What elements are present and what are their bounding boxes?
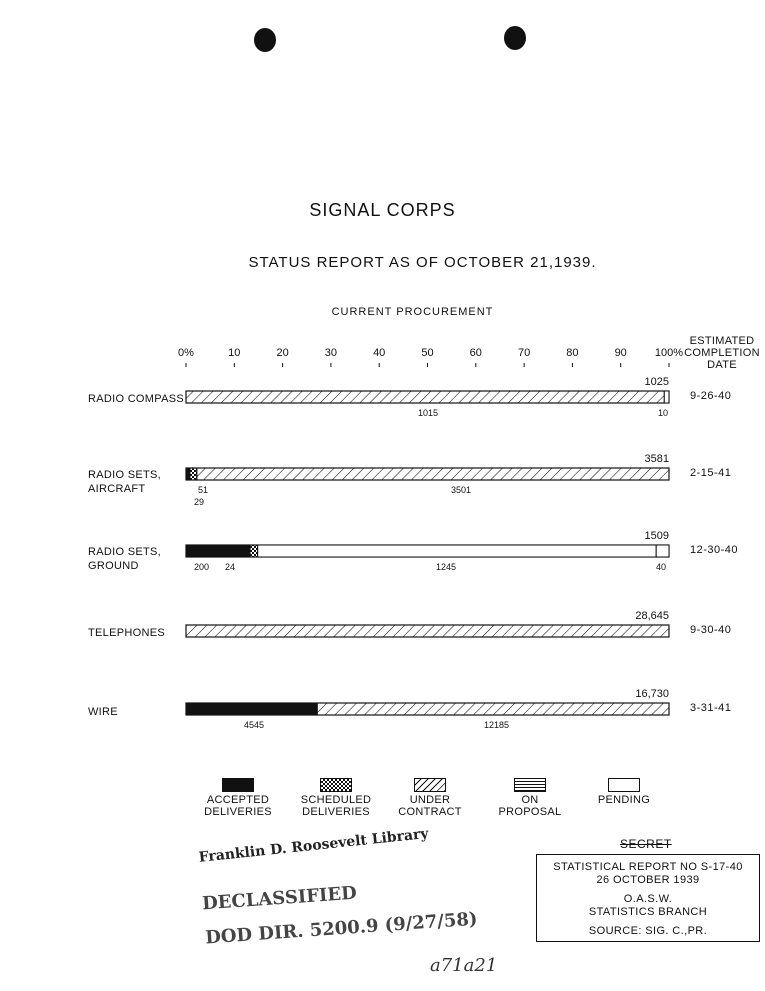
bar-total-label: 1025 [644, 376, 669, 388]
library-stamp: Franklin D. Roosevelt Library [198, 825, 430, 866]
legend-swatch-accepted [222, 778, 254, 792]
category-label [88, 626, 165, 640]
legend-label: UNDER [409, 794, 451, 806]
category-label-line: RADIO SETS, [88, 469, 161, 481]
completion-date: 3-31-41 [690, 702, 732, 714]
office-name: O.A.S.W. [623, 893, 673, 905]
category-label [88, 705, 118, 719]
report-date: 26 OCTOBER 1939 [596, 874, 700, 886]
legend-label: CONTRACT [398, 806, 462, 818]
branch-name: STATISTICS BRANCH [588, 906, 708, 918]
completion-date-header-line: DATE [707, 359, 737, 371]
legend-label: PROPOSAL [498, 806, 562, 818]
x-tick-label: 100% [654, 347, 684, 359]
completion-date: 9-26-40 [690, 390, 732, 402]
bar-segment-value: 29 [194, 497, 205, 507]
declassified-authority-stamp: DOD DIR. 5200.9 (9/27/58) [204, 908, 479, 949]
x-tick-label: 90 [614, 347, 627, 359]
legend-label: DELIVERIES [302, 806, 370, 818]
category-label [88, 392, 184, 406]
legend-swatch-scheduled [320, 778, 352, 792]
bar-segment-value: 24 [225, 562, 236, 572]
x-tick-label: 30 [324, 347, 338, 359]
category-label-line: RADIO SETS, [88, 546, 161, 558]
x-tick-label: 70 [517, 347, 531, 359]
bar-segment-value: 51 [198, 485, 209, 495]
completion-date: 9-30-40 [690, 624, 732, 636]
category-label [88, 545, 161, 573]
bar-segment-value: 1015 [418, 408, 439, 418]
bar-segment-value: 200 [194, 562, 210, 572]
bar-total-label: 16,730 [635, 688, 669, 700]
completion-date-header-line: ESTIMATED [689, 335, 755, 347]
x-tick-label: 0% [178, 347, 194, 359]
declassified-stamp: DECLASSIFIED [201, 882, 358, 915]
category-label-line: TELEPHONES [88, 627, 165, 639]
completion-date: 12-30-40 [690, 544, 739, 556]
completion-date-header-line: COMPLETION [684, 347, 760, 359]
source-line: SOURCE: SIG. C.,PR. [588, 925, 708, 937]
section-heading: CURRENT PROCUREMENT [331, 306, 494, 318]
x-tick-label: 50 [421, 347, 434, 359]
source-box [536, 854, 760, 942]
secret-mark: SECRET [620, 837, 672, 851]
x-tick-label: 20 [276, 347, 289, 359]
bar-segment-value: 10 [658, 408, 669, 418]
legend-label: ACCEPTED [206, 794, 270, 806]
x-tick-label: 80 [566, 347, 579, 359]
legend-label: PENDING [597, 794, 651, 806]
bar-total-label: 28,645 [635, 610, 669, 622]
category-label-line: WIRE [88, 706, 118, 718]
bar-segment-value: 3501 [451, 485, 472, 495]
bar-segment-value: 4545 [244, 720, 265, 730]
bar-total-label: 3581 [644, 453, 669, 465]
legend-swatch-under-contract [414, 778, 446, 792]
category-label [88, 468, 161, 496]
handwritten-note: a71a21 [430, 955, 498, 976]
bar-segment-value: 12185 [484, 720, 510, 730]
category-label-line: AIRCRAFT [88, 483, 146, 495]
bar-segment-value: 40 [656, 562, 667, 572]
report-number: STATISTICAL REPORT NO S-17-40 [553, 861, 743, 873]
legend-label: DELIVERIES [204, 806, 272, 818]
page-title: SIGNAL CORPS [309, 200, 456, 220]
legend-swatch-pending [608, 778, 640, 792]
legend-label: SCHEDULED [300, 794, 372, 806]
x-tick-label: 10 [228, 347, 241, 359]
x-tick-label: 60 [469, 347, 482, 359]
bar-total-label: 1509 [644, 530, 669, 542]
category-label-line: GROUND [88, 560, 139, 572]
legend-label: ON [521, 794, 539, 806]
x-tick-label: 40 [373, 347, 386, 359]
legend-swatch-on-proposal [514, 778, 546, 792]
bar-segment-value: 1245 [436, 562, 457, 572]
page-subtitle: STATUS REPORT AS OF OCTOBER 21,1939. [248, 254, 597, 271]
category-label-line: RADIO COMPASS [88, 393, 184, 405]
completion-date: 2-15-41 [690, 467, 732, 479]
